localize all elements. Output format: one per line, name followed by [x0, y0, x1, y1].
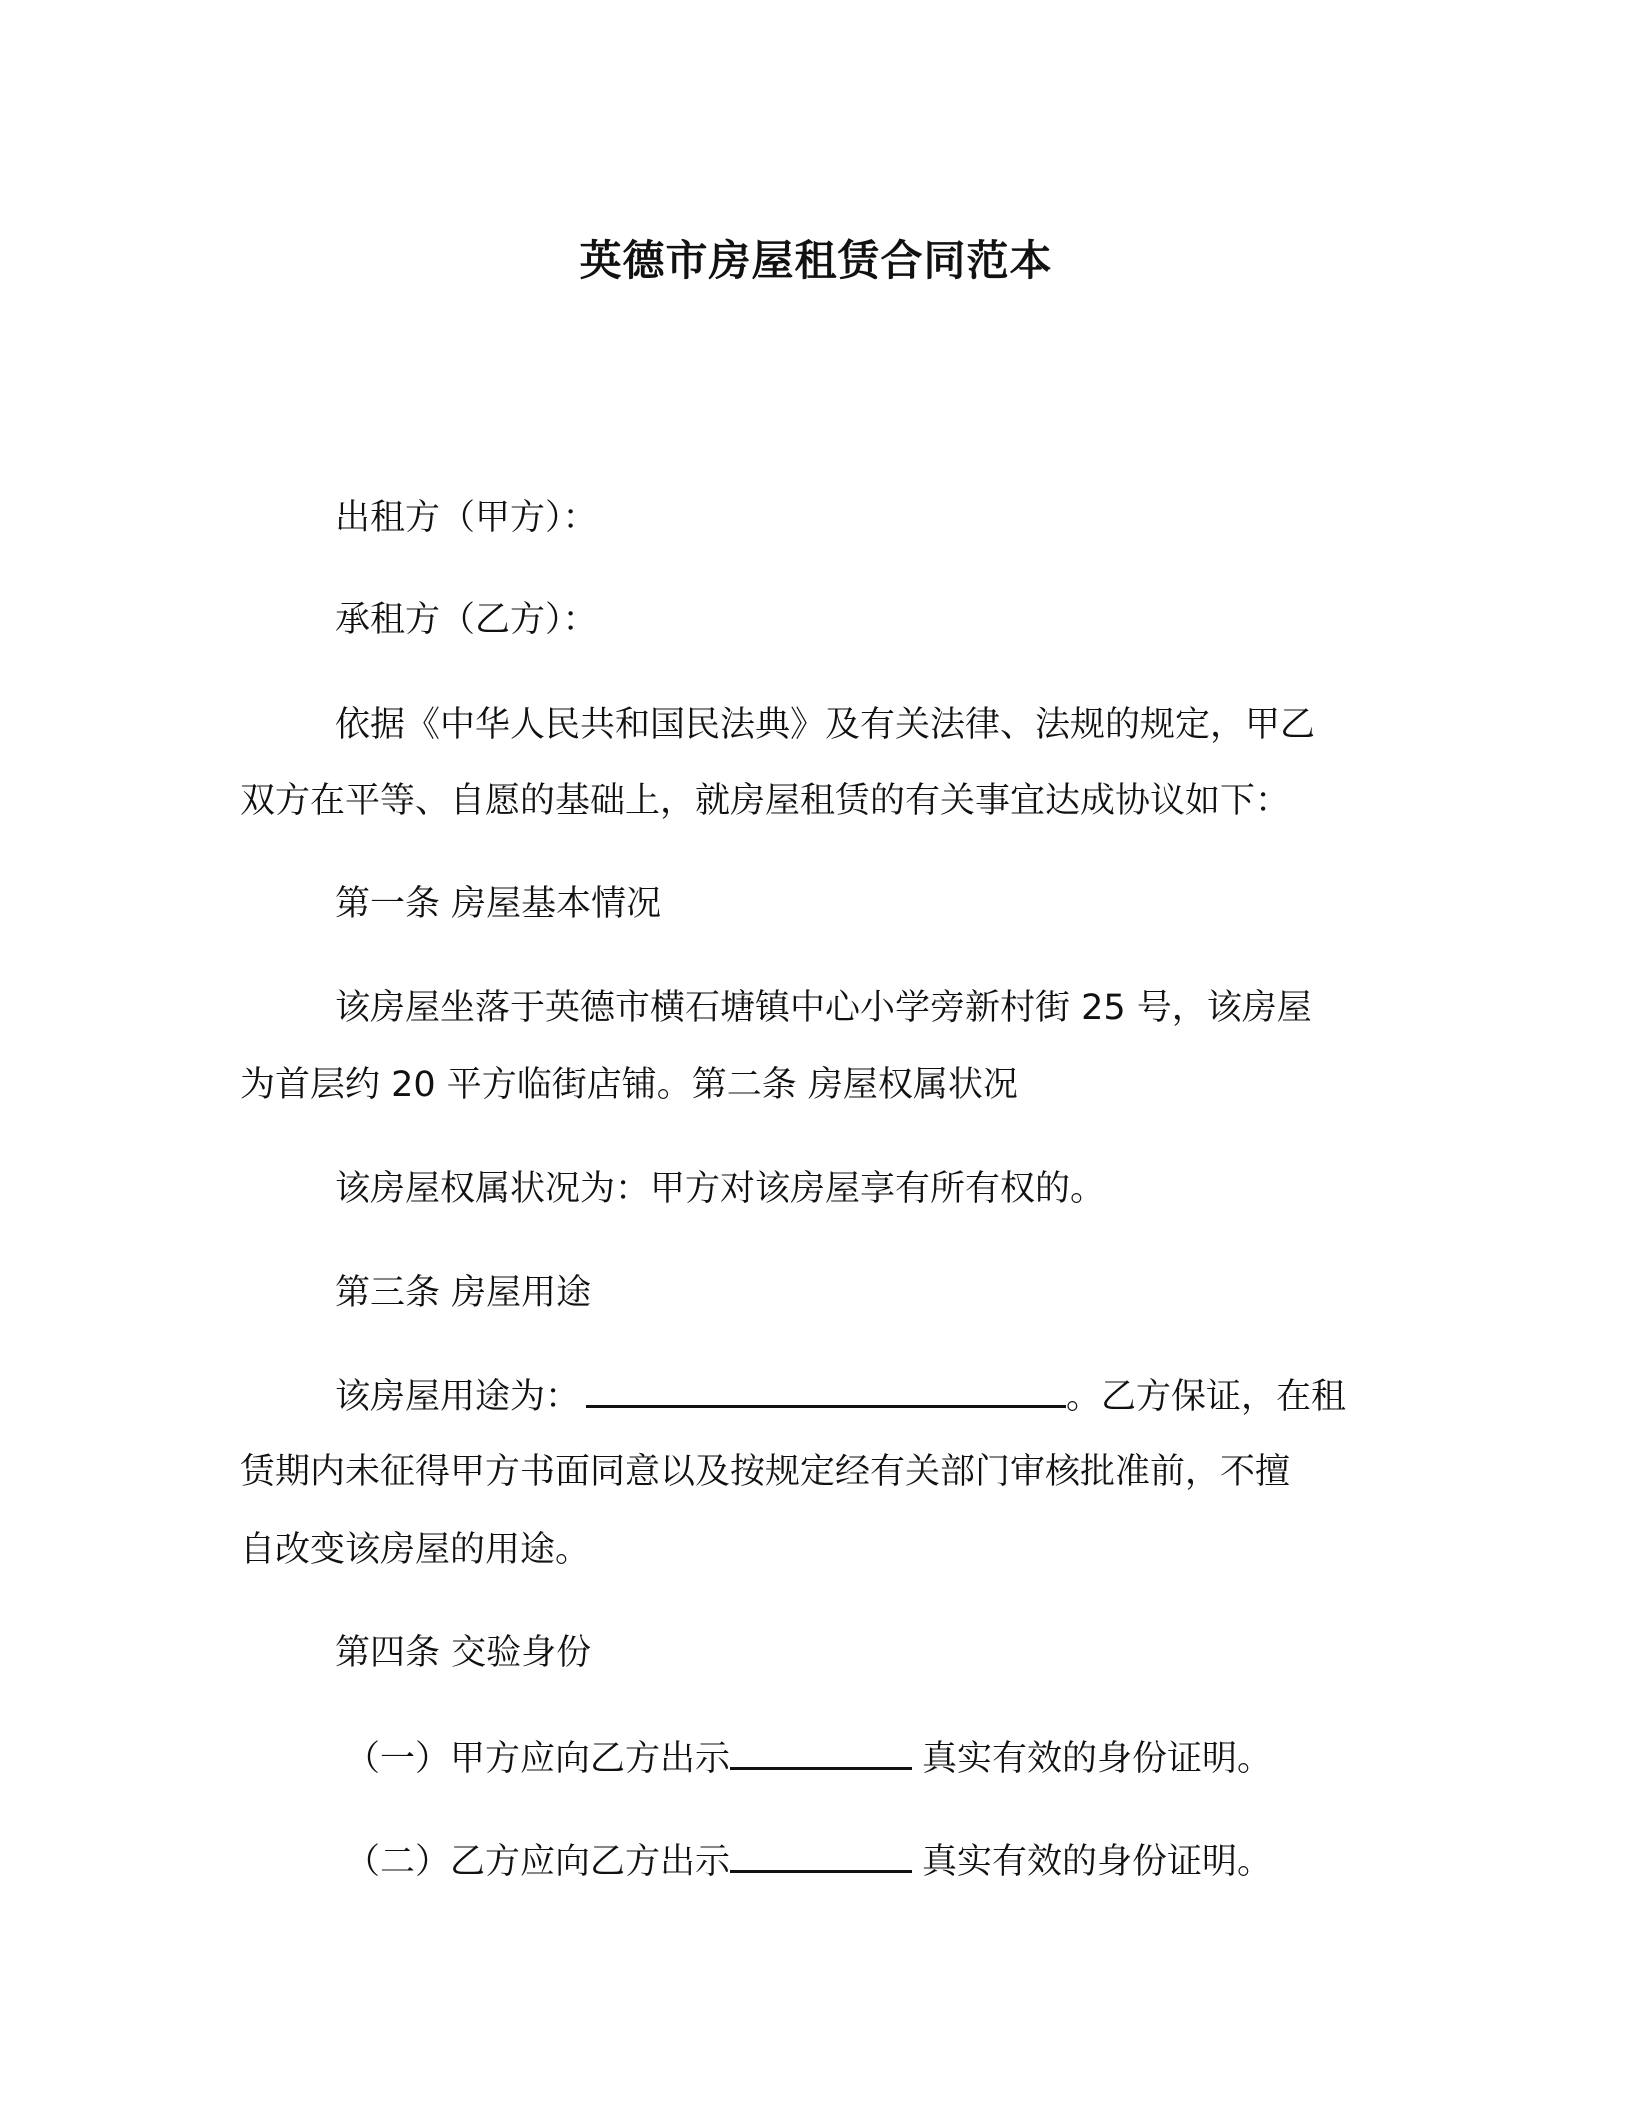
article-3-heading: 第三条 房屋用途 [335, 1273, 592, 1313]
article-3-line-2: 赁期内未征得甲方书面同意以及按规定经有关部门审核批准前，不擅 [240, 1452, 1291, 1492]
item-2-suffix: 真实有效的身份证明。 [922, 1842, 1273, 1882]
article-3-line-3: 自改变该房屋的用途。 [240, 1530, 591, 1570]
article-4-item-2 [345, 1840, 1272, 1882]
article-1-heading: 第一条 房屋基本情况 [335, 884, 662, 924]
article-1-line-1: 该房屋坐落于英德市横石塘镇中心小学旁新村街 25 号，该房屋 [335, 988, 1312, 1028]
item-1-prefix: （一）甲方应向乙方出示 [345, 1739, 731, 1779]
article-3-prefix: 该房屋用途为： [335, 1377, 581, 1417]
lessee-label: 承租方（乙方）： [335, 600, 598, 640]
usage-blank-field[interactable] [586, 1375, 1066, 1408]
lessee-id-blank-field[interactable] [730, 1840, 912, 1873]
article-4-item-1 [345, 1737, 1272, 1779]
article-3-suffix: 。乙方保证，在租 [1066, 1377, 1347, 1417]
item-2-prefix: （二）乙方应向乙方出示 [345, 1842, 731, 1882]
document-title: 英德市房屋租赁合同范本 [579, 236, 1053, 285]
item-1-suffix: 真实有效的身份证明。 [922, 1739, 1273, 1779]
lessor-id-blank-field[interactable] [730, 1737, 912, 1770]
article-2-text: 该房屋权属状况为：甲方对该房屋享有所有权的。 [335, 1169, 1106, 1209]
preamble-line-2: 双方在平等、自愿的基础上，就房屋租赁的有关事宜达成协议如下： [240, 781, 1291, 821]
article-1-line-2: 为首层约 20 平方临街店铺。第二条 房屋权属状况 [240, 1065, 1018, 1105]
preamble-line-1: 依据《中华人民共和国民法典》及有关法律、法规的规定，甲乙 [335, 705, 1316, 745]
article-4-heading: 第四条 交验身份 [335, 1633, 592, 1673]
lessor-label: 出租方（甲方）： [335, 498, 598, 538]
article-3-line-1 [335, 1375, 1346, 1417]
